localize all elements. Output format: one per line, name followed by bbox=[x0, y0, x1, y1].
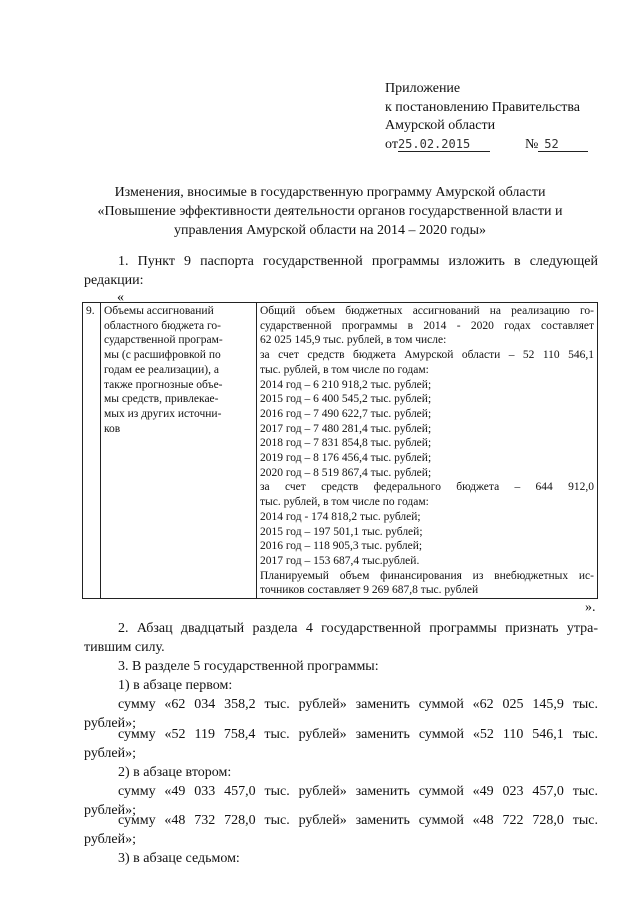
point3-sub1: 1) в абзаце первом: bbox=[118, 678, 233, 693]
passport-table bbox=[82, 302, 598, 599]
desc-line: Общий объем бюджетных ассигнований на реализацию го- bbox=[260, 305, 594, 317]
close-quote: ». bbox=[585, 600, 596, 615]
desc-line: Планируемый объем финансирования из внебюджетных ис- bbox=[260, 569, 594, 582]
open-quote: « bbox=[117, 290, 124, 305]
point3-s1b-line-1: сумму «52 119 758,4 тыс. рублей» заменить суммой «52 110 546,1 тыс. bbox=[118, 727, 598, 742]
point3-s2b-line-1: сумму «48 732 728,0 тыс. рублей» заменить суммой «48 722 728,0 тыс. bbox=[118, 813, 598, 828]
desc-line: 2015 год – 6 400 545,2 тыс. рублей; bbox=[260, 393, 432, 406]
point3-sub2: 2) в абзаце втором: bbox=[118, 765, 232, 780]
desc-line: сударственной программы в 2014 - 2020 годах составляет bbox=[260, 319, 594, 332]
appendix-line-3: Амурской области bbox=[385, 118, 496, 133]
desc-line: точников составляет 9 269 687,8 тыс. рублей bbox=[260, 584, 479, 597]
point1-line-1: 1. Пункт 9 паспорта государственной программы изложить в следующей bbox=[118, 254, 598, 269]
name-line: мы средств, привлекае- bbox=[104, 393, 219, 406]
desc-line: 2014 год – 6 210 918,2 тыс. рублей; bbox=[260, 378, 432, 391]
date-prefix: от bbox=[385, 136, 398, 152]
row-description-cell bbox=[257, 303, 598, 599]
desc-line: 2018 год – 7 831 854,8 тыс. рублей; bbox=[260, 437, 432, 450]
name-line: областного бюджета го- bbox=[104, 319, 222, 332]
point3-heading: 3. В разделе 5 государственной программы: bbox=[118, 659, 379, 674]
desc-line: тыс. рублей, в том числе по годам: bbox=[260, 363, 429, 376]
desc-line: 62 025 145,9 тыс. рублей, в том числе: bbox=[260, 334, 447, 347]
desc-line: 2017 год – 7 480 281,4 тыс. рублей; bbox=[260, 422, 432, 435]
name-line: годам ее реализации), а bbox=[104, 363, 219, 376]
title-line-2: «Повышение эффективности деятельности органов государственной власти и bbox=[97, 204, 563, 219]
appendix-line-2: к постановлению Правительства bbox=[385, 99, 581, 115]
desc-line: 2016 год – 118 905,3 тыс. рублей; bbox=[260, 540, 423, 553]
row-name-cell bbox=[101, 303, 257, 599]
point3-s1a-line-1: сумму «62 034 358,2 тыс. рублей» заменить суммой «62 025 145,9 тыс. bbox=[118, 697, 598, 712]
date-value: 25.02.2015 bbox=[398, 137, 490, 152]
point3-s2b-line-2: рублей»; bbox=[84, 832, 136, 847]
name-line: мых из других источни- bbox=[104, 407, 222, 420]
appendix-line-1: Приложение bbox=[385, 81, 461, 96]
number-value: 52 bbox=[538, 137, 588, 152]
row-number: 9. bbox=[83, 303, 101, 599]
title-line-1: Изменения, вносимые в государственную программу Амурской области bbox=[114, 185, 546, 200]
desc-line: тыс. рублей, в том числе по годам: bbox=[260, 496, 429, 509]
appendix-header bbox=[385, 80, 588, 154]
point2-line-2: тившим силу. bbox=[84, 640, 165, 655]
point3-s1a-line-2: рублей»; bbox=[84, 716, 136, 731]
name-line: сударственной програм- bbox=[104, 334, 223, 347]
point3-s2a-line-1: сумму «49 033 457,0 тыс. рублей» заменить суммой «49 023 457,0 тыс. bbox=[118, 784, 598, 799]
desc-line: 2019 год – 8 176 456,4 тыс. рублей; bbox=[260, 452, 432, 465]
desc-line: 2015 год – 197 501,1 тыс. рублей; bbox=[260, 525, 423, 538]
desc-line: 2017 год – 153 687,4 тыс.рублей. bbox=[260, 554, 420, 567]
point3-s1b-line-2: рублей»; bbox=[84, 746, 136, 761]
point2-line-1: 2. Абзац двадцатый раздела 4 государственной программы признать утра- bbox=[118, 621, 598, 636]
point3-sub3: 3) в абзаце седьмом: bbox=[118, 851, 240, 866]
name-line: Объемы ассигнований bbox=[104, 305, 214, 317]
appendix-date-row bbox=[385, 136, 588, 155]
title-line-3: управления Амурской области на 2014 – 2020 годы» bbox=[173, 223, 487, 238]
name-line: ков bbox=[104, 422, 121, 435]
point1-line-2: редакции: bbox=[84, 273, 144, 288]
point3-s2a-line-2: рублей»; bbox=[84, 803, 136, 818]
name-line: также прогнозные объе- bbox=[104, 378, 223, 391]
desc-line: 2020 год – 8 519 867,4 тыс. рублей; bbox=[260, 466, 432, 479]
name-line: мы (с расшифровкой по bbox=[104, 349, 221, 362]
number-prefix: № bbox=[524, 136, 539, 152]
desc-line: 2016 год – 7 490 622,7 тыс. рублей; bbox=[260, 407, 432, 420]
desc-line: 2014 год - 174 818,2 тыс. рублей; bbox=[260, 510, 421, 523]
desc-line: за счет средств федерального бюджета – 644 912,0 bbox=[260, 481, 594, 494]
desc-line: за счет средств бюджета Амурской области – 52 110 546,1 bbox=[260, 349, 594, 362]
document-title bbox=[60, 183, 600, 240]
table-row bbox=[83, 303, 598, 599]
